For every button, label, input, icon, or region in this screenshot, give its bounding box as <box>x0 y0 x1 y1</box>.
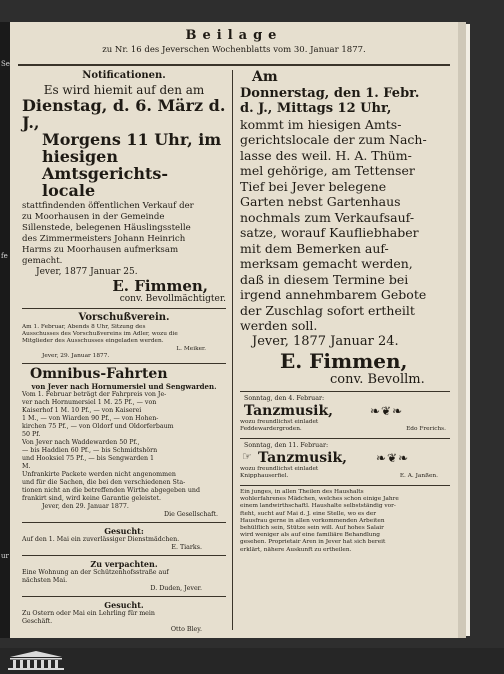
gesucht2-signature: Otto Bley. <box>170 626 202 634</box>
notif-signature-title: conv. Bevollmächtigter. <box>119 294 226 304</box>
gesucht2-line: Geschäft. <box>22 618 53 626</box>
library-footer <box>0 648 504 674</box>
tanz2-invite: wozu freundlichst einladet <box>240 465 319 472</box>
section-rule <box>22 522 226 523</box>
omnibus-line: tionen nicht an die betreffenden Wirthe abgegeben und <box>22 487 200 495</box>
page-spine <box>458 22 466 638</box>
gesucht1-body: Auf den 1. Mai ein zuverlässiger Dienstmädchen. <box>22 536 180 544</box>
notif-body-line: Sillenstede, belegenen Häuslingsstelle <box>22 223 191 233</box>
omnibus-line: 1 M., — von Wiarden 90 Pf., — von Hohen- <box>22 415 159 423</box>
pointing-hand-icon: ☞ <box>242 449 252 463</box>
sale-line: Tief bei Jever belegene <box>240 178 387 194</box>
omnibus-line: und für die Sachen, die bei den verschiedenen Sta- <box>22 479 186 487</box>
sale-line: werden soll. <box>240 318 318 333</box>
ornament-icon: ❧❦❧ <box>370 403 404 418</box>
omnibus-line: M. <box>22 463 31 471</box>
vorschuss-line: Mitglieder des Ausschusses eingeladen werden. <box>22 338 164 345</box>
tanz2-host: E. A. Janßen. <box>399 472 438 479</box>
section-rule <box>240 391 450 392</box>
notif-body-line: Harms zu Moorhausen aufmerksam <box>22 245 179 255</box>
section-rule <box>22 596 226 597</box>
sale-line: nochmals zum Verkaufsauf- <box>240 209 415 225</box>
gesucht1-signature: E. Tiarks. <box>171 544 202 552</box>
notif-date-line: Dienstag, d. 6. März d. J., <box>22 96 226 132</box>
tanz1-place: Feddewardergroden. <box>240 425 302 432</box>
omnibus-line: frankirt sind, wird keine Garantie geleistet. <box>22 495 162 503</box>
omnibus-line: Von Jever nach Waddewarden 50 Pf., <box>22 439 140 447</box>
notif-intro: Es wird hiemit auf den am <box>43 83 205 97</box>
left-margin-bar <box>0 22 10 638</box>
verpachten-signature: D. Duden, Jever. <box>150 585 202 593</box>
page-subtitle: zu Nr. 16 des Jeverschen Wochenblatts vom 30. Januar 1877. <box>102 45 366 55</box>
left-column <box>22 70 226 634</box>
notif-body-line: zu Moorhausen in der Gemeinde <box>22 212 165 222</box>
column-divider <box>232 70 233 630</box>
omnibus-line: kirchen 75 Pf., — von Oldorf und Oldorferbaum <box>22 423 174 431</box>
notif-heading: Notificationen. <box>82 70 166 81</box>
stelle-line: erklärt, nähere Auskunft zu ertheilen. <box>240 546 352 553</box>
tanz2-title: Tanzmusik, <box>258 449 348 466</box>
verpachten-line: nächsten Mai. <box>22 577 68 585</box>
stelle-line: fteht, sucht auf Mai d. J. eine Stelle, wo es der <box>240 510 377 517</box>
tanz1-title: Tanzmusik, <box>244 402 334 419</box>
stelle-line: Ein junges, in allen Theilen des Haushalts <box>240 488 364 495</box>
sale-date: Jever, 1877 Januar 24. <box>252 333 399 349</box>
sale-line: kommt im hiesigen Amts- <box>240 116 402 132</box>
verpachten-line: Eine Wohnung an der Schützenhofsstraße auf <box>22 569 169 577</box>
sale-line: merksam gemacht werden, <box>240 256 413 271</box>
notif-place-line: hiesigen Amtsgerichts- <box>42 147 169 183</box>
sale-line: daß in diesem Termine bei <box>240 271 409 287</box>
stelle-line: einem landwirthschaftl. Haushalte selbstständig vor- <box>240 503 396 510</box>
sale-signature: E. Fimmen, <box>280 348 408 373</box>
gesucht2-heading: Gesucht. <box>104 600 144 611</box>
side-mark: ur <box>1 552 9 560</box>
omnibus-line: 50 Pf. <box>22 431 41 439</box>
sale-line: Donnerstag, den 1. Febr. <box>240 85 420 101</box>
side-mark: fe <box>1 252 8 260</box>
omnibus-line: und Hooksiel 75 Pf., — bis Sengwarden 1 <box>22 455 155 463</box>
verpachten-heading: Zu verpachten. <box>90 559 158 570</box>
sale-line: Am <box>252 69 278 85</box>
notif-body-line: des Zimmermeisters Johann Heinrich <box>22 234 186 244</box>
stelle-line: gesehen. Proprietair Aren in Jever hat sich bereit <box>240 539 386 546</box>
section-rule <box>22 555 226 556</box>
newspaper-page <box>10 22 458 638</box>
omnibus-line: Vom 1. Februar beträgt der Fahrpreis von Je- <box>22 391 167 399</box>
tanz1-host: Edo Frerichs. <box>406 425 446 432</box>
notif-place-line2: locale <box>42 181 96 200</box>
sale-signature-title: conv. Bevollm. <box>330 371 425 387</box>
omnibus-date: Jever, den 29. Januar 1877. <box>42 503 129 511</box>
vorschuss-line: Am 1. Februar, Abends 8 Uhr, Sitzung des <box>22 324 146 330</box>
section-rule <box>240 438 450 439</box>
header-rule <box>18 64 450 66</box>
section-rule <box>240 485 450 486</box>
omnibus-signature: Die Gesellschaft. <box>164 511 218 519</box>
vorschuss-line: Ausschusses des Vorschußvereins im Adler, wozu die <box>22 331 178 338</box>
sale-line: der Zuschlag sofort ertheilt <box>240 302 415 318</box>
sale-line: irgend annehmbarem Gebote <box>240 287 427 302</box>
sale-line: mel gehörige, am Tettenser <box>240 163 415 178</box>
gesucht2-line: Zu Ostern oder Mai ein Lehrling für mein <box>22 610 155 618</box>
tanz2-date: Sonntag, den 11. Februar: <box>244 441 329 449</box>
sale-line: gerichtslocale der zum Nach- <box>240 132 427 147</box>
tanz1-invite: wozu freundlichst einladet <box>240 418 319 425</box>
vorschuss-date: Jever, 29. Januar 1877. <box>42 352 110 359</box>
notif-body-line: stattfindenden öffentlichen Verkauf der <box>22 201 194 211</box>
sale-line: satze, worauf Kaufliebhaber <box>240 225 419 240</box>
omnibus-heading: Omnibus-Fahrten <box>30 366 168 383</box>
notif-body-line: gemacht. <box>22 256 63 266</box>
notif-time-line: Morgens 11 Uhr, im <box>42 130 222 149</box>
sale-line: lasse des weil. H. A. Thüm- <box>240 147 412 163</box>
gesucht1-heading: Gesucht: <box>104 526 144 537</box>
omnibus-line: ver nach Hornumersiel 1 M. 25 Pf., — von <box>22 399 157 407</box>
stelle-line: wird weniger als auf eine familiäre Behandlung <box>240 532 380 539</box>
library-building-icon <box>6 650 66 672</box>
stelle-line: wohlerfahrenes Mädchen, welches schon einige Jahre <box>240 496 399 503</box>
tanz2-place: Knipphauserfiel. <box>240 472 289 479</box>
section-rule <box>22 363 226 364</box>
page-edge <box>466 24 470 636</box>
section-rule <box>22 308 226 309</box>
vorschuss-signature: L. Meiker. <box>176 345 206 352</box>
page-header <box>10 28 458 55</box>
side-mark: Se <box>1 60 10 68</box>
stelle-line: behülflich sein, Stütze sein will. Auf hohes Salair <box>240 524 384 531</box>
tanz1-date: Sonntag, den 4. Februar: <box>244 394 325 402</box>
vorschuss-heading: Vorschußverein. <box>78 312 170 323</box>
sale-line: d. J., Mittags 12 Uhr, <box>240 101 392 116</box>
notif-date: Jever, 1877 Januar 25. <box>36 267 138 277</box>
stelle-line: Hausfrau gerne in allen vorkommenden Arbeiten <box>240 517 385 524</box>
sale-line: mit dem Bemerken auf- <box>240 240 389 256</box>
omnibus-line: — bis Haddien 60 Pf., — bis Schmidtshörn <box>22 447 158 455</box>
omnibus-line: Kaiserhof 1 M. 10 Pf., — von Kaiserei <box>22 407 142 415</box>
sale-line: Garten nebst Gartenhaus <box>240 194 401 209</box>
page-title: Beilage <box>185 28 283 43</box>
notif-signature: E. Fimmen, <box>112 277 208 295</box>
omnibus-line: Unfrankirte Packete werden nicht angenommen <box>22 471 176 479</box>
omnibus-subheading: von Jever nach Hornumersiel und Sengwarden. <box>31 382 217 392</box>
ornament-icon: ❧❦❧ <box>376 450 410 465</box>
right-column <box>240 70 450 554</box>
